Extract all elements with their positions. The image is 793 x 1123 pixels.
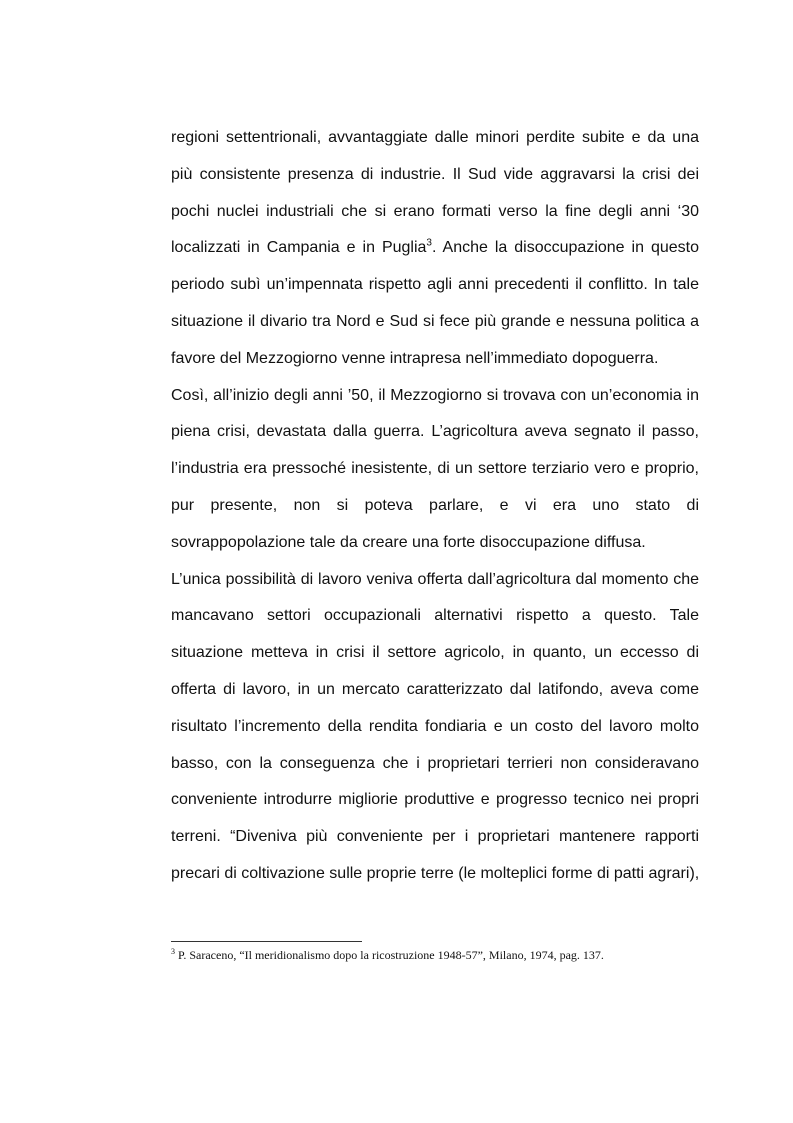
body-line: Così, all’inizio degli anni ’50, il Mezzogiorno si trovava con un’economia in (171, 386, 699, 404)
body-line: regioni settentrionali, avvantaggiate dalle minori perdite subite e da una (171, 129, 699, 146)
body-line: periodo subì un’impennata rispetto agli anni precedenti il conflitto. In tale (171, 276, 699, 294)
footnote-text: P. Saraceno, “Il meridionalismo dopo la ricostruzione 1948-57”, Milano, 1974, pag. 137. (175, 948, 604, 962)
body-line: situazione metteva in crisi il settore agricolo, in quanto, un eccesso di (171, 644, 699, 662)
body-line: favore del Mezzogiorno venne intrapresa nell’immediato dopoguerra. (171, 349, 659, 367)
body-line: precari di coltivazione sulle proprie terre (le molteplici forme di patti agrari), (171, 864, 700, 882)
footnote (171, 947, 604, 963)
body-line: pur presente, non si poteva parlare, e vi era uno stato di (171, 496, 699, 514)
body-line: conveniente introdurre migliorie produttive e progresso tecnico nei propri (171, 791, 699, 809)
body-line: situazione il divario tra Nord e Sud si fece più grande e nessuna politica a (171, 312, 699, 330)
footnote-divider (171, 941, 362, 942)
footnote-marker: 3 (171, 947, 175, 956)
body-line: basso, con la conseguenza che i proprietari terrieri non consideravano (171, 754, 699, 772)
body-line: l’industria era pressoché inesistente, di un settore terziario vero e proprio, (171, 460, 699, 478)
body-line: piena crisi, devastata dalla guerra. L’agricoltura aveva segnato il passo, (171, 423, 699, 441)
body-line: mancavano settori occupazionali alternativi rispetto a questo. Tale (171, 607, 699, 625)
body-line: L’unica possibilità di lavoro veniva offerta dall’agricoltura dal momento che (171, 570, 699, 588)
body-line: sovrappopolazione tale da creare una forte disoccupazione diffusa. (171, 533, 646, 551)
document-body (171, 120, 699, 893)
body-text: . Anche la disoccupazione in questo (431, 239, 699, 257)
body-line: risultato l’incremento della rendita fondiaria e un costo del lavoro molto (171, 717, 699, 735)
footnote-reference: 3 (426, 238, 432, 250)
body-line: offerta di lavoro, in un mercato caratterizzato dal latifondo, aveva come (171, 680, 699, 698)
body-line: pochi nuclei industriali che si erano formati verso la fine degli anni ‘30 (171, 202, 699, 220)
body-line: terreni. “Diveniva più conveniente per i proprietari mantenere rapporti (171, 828, 699, 846)
body-text: localizzati in Campania e in Puglia (171, 239, 427, 257)
body-line: più consistente presenza di industrie. Il Sud vide aggravarsi la crisi dei (171, 165, 699, 183)
body-line (171, 230, 699, 267)
